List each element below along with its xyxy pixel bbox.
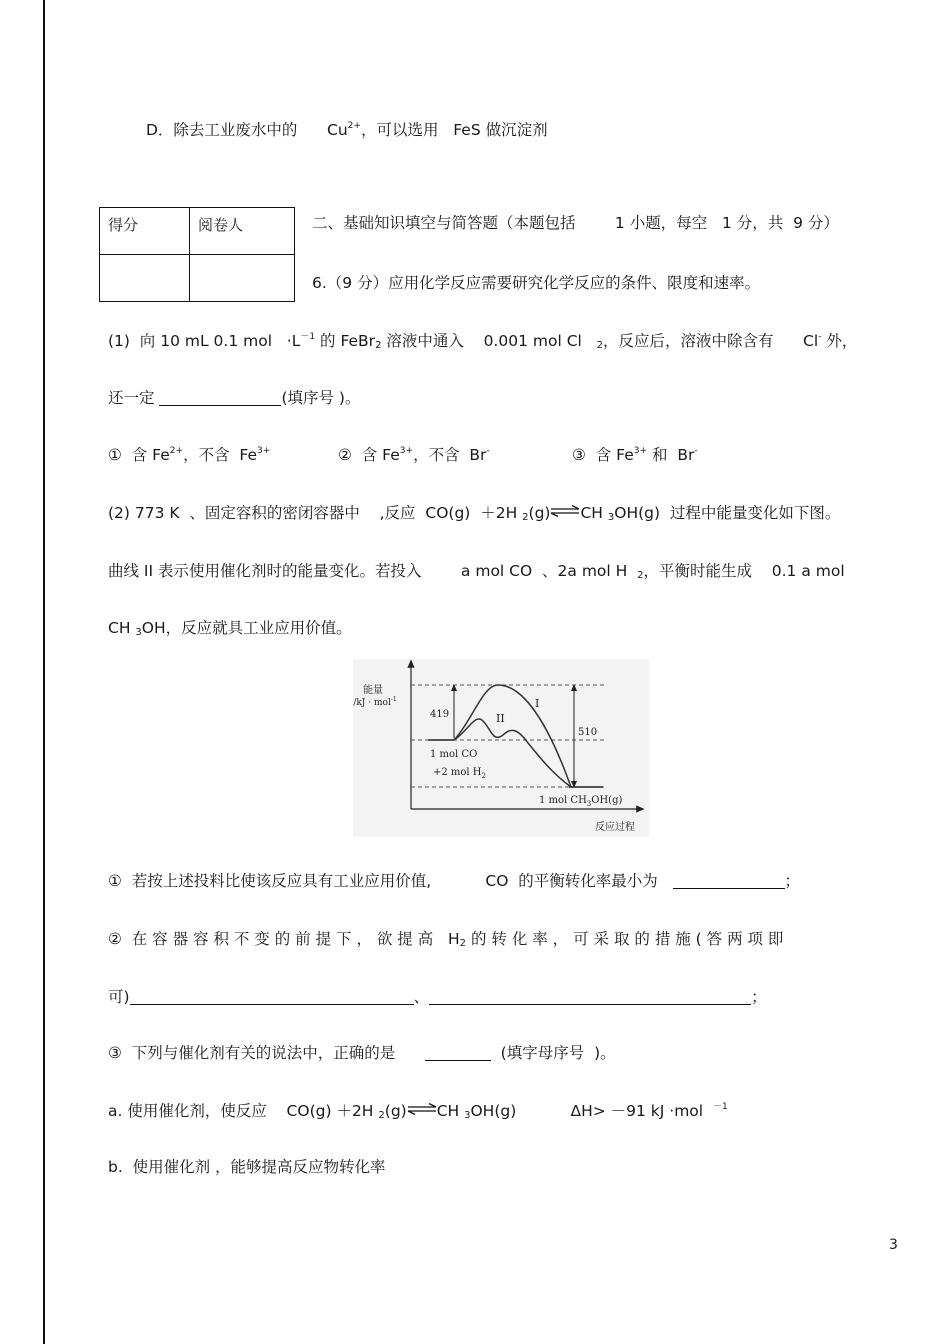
page-number: 3 (889, 1237, 898, 1253)
subquestion-2-line1: ② 在 容 器 容 积 不 变 的 前 提 下 ， 欲 提 高 $H_2$ 的 转 化 率 ， 可 采 取 的 措 施 ( 答 两 项 即 (108, 930, 784, 949)
option-d-label: D．除去工业废水中的 (146, 121, 298, 139)
option-3: ③ 含 $Fe^{3+}$ 和 Br- (572, 446, 698, 464)
part1-line2: 还一定 (填序号 )。 (108, 389, 361, 407)
part2-line2: 曲线 II 表示使用催化剂时的能量变化。若投入 a mol CO 、2a mol H $_2$，平衡时能生成 0.1 a mol (108, 562, 845, 581)
answer-blank-3[interactable] (130, 990, 414, 1005)
part2-line1: (2) 773 K 、固定容积的密闭容器中 ,反应 CO(g) ＋2H $_2$(g) CH $_3$OH(g) 过程中能量变化如下图。 (108, 504, 841, 523)
option-1: ① 含 $Fe^{2+}$，不含 $Fe^{3+}$ (108, 446, 271, 464)
option-d (146, 120, 548, 140)
part2-line3: CH $_3$OH，反应就具工业应用价值。 (108, 619, 352, 638)
label-product: 1 mol $CH_3OH(g)$ (539, 795, 623, 808)
subquestion-3: ③ 下列与催化剂有关的说法中，正确的是 (填字母序号 )。 (108, 1044, 616, 1062)
score-header: 得分 (100, 208, 190, 255)
binding-line (43, 0, 45, 1344)
label-reactant-1: 1 mol CO (430, 749, 478, 760)
label-curve-I: I (535, 697, 540, 710)
label-curve-II: II (496, 712, 505, 725)
subquestion-2-line2: 可) 、 ； (108, 988, 767, 1006)
subquestion-1: ① 若按上述投料比使该反应具有工业应用价值, CO 的平衡转化率最小为 ； (108, 872, 801, 890)
y-axis-label: 能量 (363, 685, 383, 696)
equilibrium-arrow-icon (550, 505, 580, 517)
ion-charge: 2+ (347, 121, 361, 131)
choice-a: a. 使用催化剂，使反应 CO(g) ＋2H $_2$(g) CH $_3$OH(g) ΔH> －91 kJ ·mol $^{-1}$ (108, 1102, 728, 1121)
score-cell[interactable] (100, 255, 190, 302)
answer-blank-1[interactable] (159, 391, 281, 406)
choice-b: b. 使用催化剂 ，能够提高反应物转化率 (108, 1158, 386, 1176)
x-axis-label: 反应过程 (595, 822, 635, 833)
section-title: 二、基础知识填空与简答题（本题包括 1 小题，每空 1 分，共 9 分） (312, 214, 839, 232)
grader-header: 阅卷人 (190, 208, 295, 255)
answer-blank-4[interactable] (429, 990, 751, 1005)
equilibrium-arrow-icon (407, 1103, 437, 1115)
option-d-rest: ，可以选用 FeS 做沉淀剂 (360, 121, 548, 139)
energy-diagram (353, 659, 649, 837)
ion-symbol: Cu (327, 121, 348, 139)
question-6-stem: 6.（9 分）应用化学反应需要研究化学反应的条件、限度和速率。 (312, 274, 761, 292)
label-510: 510 (578, 727, 598, 738)
label-reactant-2: +2 mol $H_2$ (433, 767, 486, 780)
answer-blank-2[interactable] (673, 874, 785, 889)
answer-blank-5[interactable] (425, 1046, 491, 1061)
label-419: 419 (430, 709, 450, 720)
grader-cell[interactable] (190, 255, 295, 302)
part1-line1: (1) 向 10 mL 0.1 mol $\cdot L^{-1}$ 的 FeBr$_2$ 溶液中通入 0.001 mol Cl $_2$，反应后，溶液中除含有 Cl- 外， (108, 332, 858, 351)
y-axis-unit: /kJ · mol$^{-1}$ (353, 696, 397, 708)
score-table (99, 207, 295, 302)
option-2: ② 含 $Fe^{3+}$，不含 Br- (338, 446, 490, 464)
